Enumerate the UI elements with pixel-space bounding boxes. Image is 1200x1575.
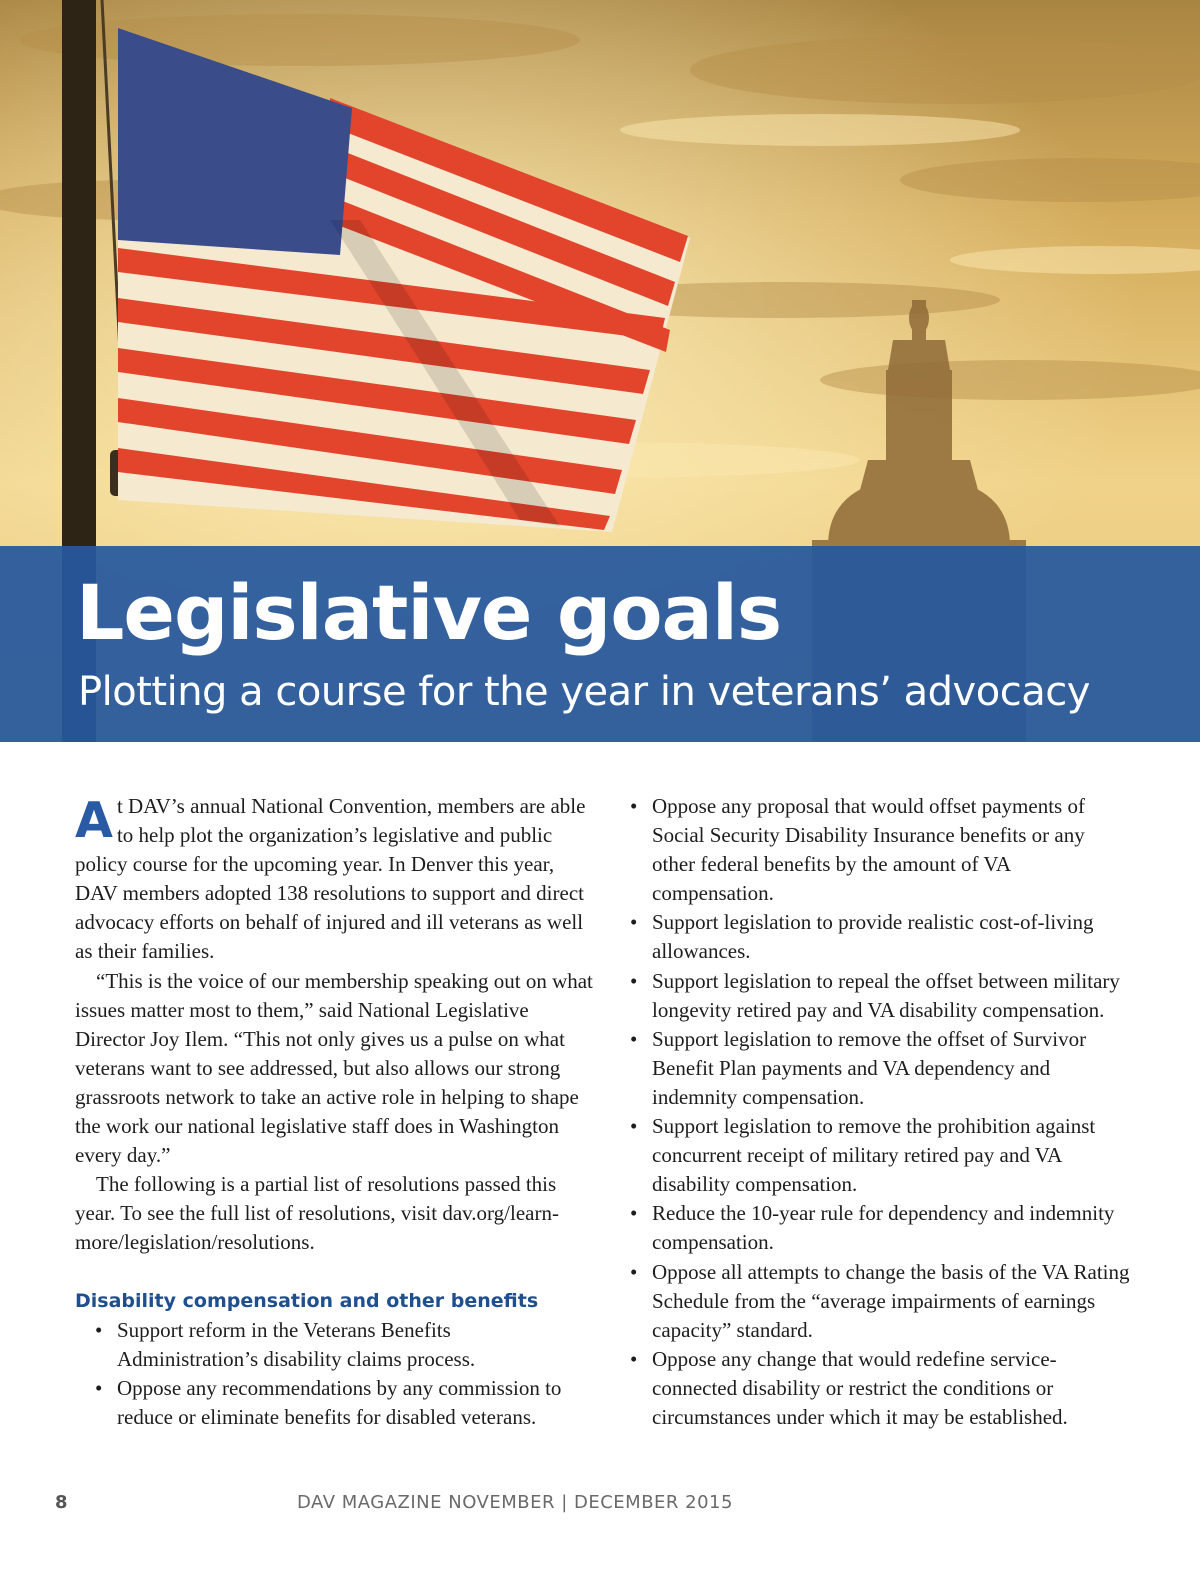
section-heading: Disability compensation and other benefits xyxy=(75,1289,539,1312)
publication-footer: DAV MAGAZINE NOVEMBER | DECEMBER 2015 xyxy=(297,1492,733,1513)
drop-cap: A xyxy=(75,792,113,849)
list-item: • Oppose all attempts to change the basis of the VA Rating Schedule from the “average impairments of earnings capacity” standard. xyxy=(630,1258,1130,1345)
resolutions-paragraph: The following is a partial list of resolutions passed this year. To see the full list of resolutions, visit dav.org/learn-more/legislation/resolutions. xyxy=(75,1172,559,1255)
article-column-left xyxy=(75,792,595,1432)
list-item: • Support legislation to provide realistic cost-of-living allowances. xyxy=(630,908,1130,966)
bullet-list-right xyxy=(630,792,1130,1432)
list-item: • Support reform in the Veterans Benefits Administration’s disability claims process. xyxy=(95,1316,595,1374)
list-item: • Oppose any change that would redefine service-connected disability or restrict the conditions or circumstances under which it may be established. xyxy=(630,1345,1130,1432)
intro-paragraph xyxy=(75,792,595,967)
page-subtitle: Plotting a course for the year in veterans’ advocacy xyxy=(78,669,1090,715)
bullet-list-left xyxy=(95,1316,595,1432)
page-number: 8 xyxy=(55,1492,68,1513)
list-item: • Reduce the 10-year rule for dependency and indemnity compensation. xyxy=(630,1199,1130,1257)
article-column-right xyxy=(630,792,1130,1432)
list-item: • Support legislation to remove the offset of Survivor Benefit Plan payments and VA dependency and indemnity compensation. xyxy=(630,1025,1130,1112)
list-item: • Support legislation to remove the prohibition against concurrent receipt of military retired pay and VA disability compensation. xyxy=(630,1112,1130,1199)
list-item: • Oppose any recommendations by any commission to reduce or eliminate benefits for disabled veterans. xyxy=(95,1374,595,1432)
list-item: • Support legislation to repeal the offset between military longevity retired pay and VA disability compensation. xyxy=(630,967,1130,1025)
quote-paragraph: “This is the voice of our membership speaking out on what issues matter most to them,” said National Legislative Director Joy Ilem. “This not only gives us a pulse on what veterans want to see addressed, but also allows our strong grassroots network to take an active role in helping to shape the work our national legislative staff does in Washington every day.” xyxy=(75,968,593,1168)
list-item: • Oppose any proposal that would offset payments of Social Security Disability Insurance benefits or any other federal benefits by the amount of VA compensation. xyxy=(630,792,1130,908)
page-title: Legislative goals xyxy=(76,568,782,657)
intro-text: t DAV’s annual National Convention, members are able to help plot the organization’s legislative and public policy course for the upcoming year. In Denver this year, DAV members adopted 138 resolutions to support and direct advocacy efforts on behalf of injured and ill veterans as well as their families. xyxy=(75,794,586,964)
